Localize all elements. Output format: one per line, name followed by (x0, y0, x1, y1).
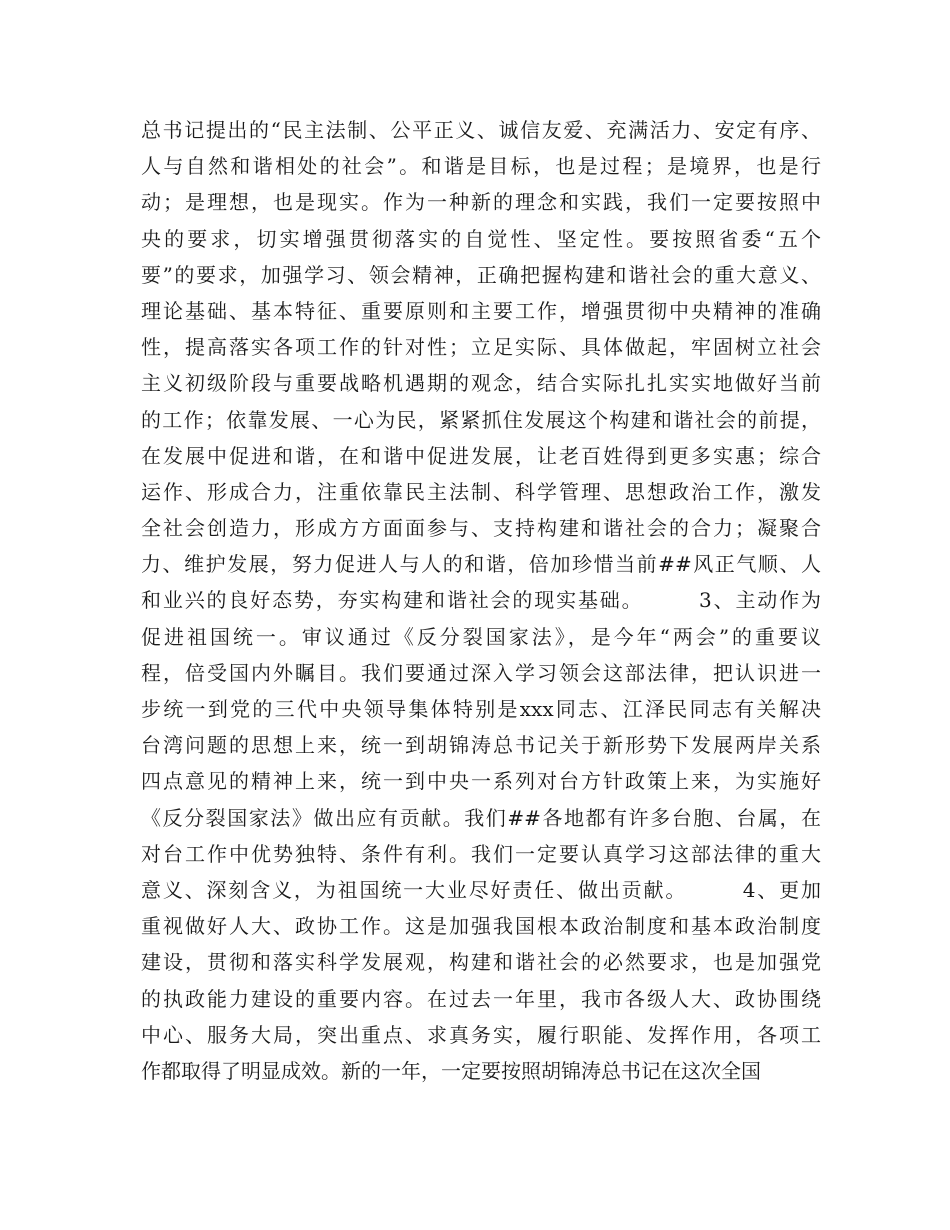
text-line: 四点意见的精神上来，统一到中央一系列对台方针政策上来，为实施好 (141, 769, 821, 794)
text-line: 性，提高落实各项工作的针对性；立足实际、具体做起，牢固树立社会 (141, 335, 821, 360)
text-line: 运作、形成合力，注重依靠民主法制、科学管理、思想政治工作，激发 (141, 479, 821, 504)
text-line: 的执政能力建设的重要内容。在过去一年里，我市各级人大、政协围绕 (141, 986, 821, 1011)
text-line: 全社会创造力，形成方方面面参与、支持构建和谐社会的合力；凝聚合 (141, 516, 821, 541)
text-line: 台湾问题的思想上来，统一到胡锦涛总书记关于新形势下发展两岸关系 (141, 733, 821, 758)
text-line: 重视做好人大、政协工作。这是加强我国根本政治制度和基本政治制度 (141, 914, 821, 939)
text-line: 建设，贯彻和落实科学发展观，构建和谐社会的必然要求，也是加强党 (141, 950, 821, 975)
text-line: 的工作；依靠发展、一心为民，紧紧抓住发展这个构建和谐社会的前提， (141, 407, 821, 432)
text-line: 央的要求，切实增强贯彻落实的自觉性、坚定性。要按照省委“五个 (141, 226, 821, 251)
text-line: 促进祖国统一。审议通过《反分裂国家法》，是今年“两会”的重要议 (141, 624, 821, 649)
text-line: 程，倍受国内外瞩目。我们要通过深入学习领会这部法律，把认识进一 (141, 660, 821, 685)
text-line: 《反分裂国家法》做出应有贡献。我们##各地都有许多台胞、台属，在 (141, 805, 821, 830)
text-line: 主义初级阶段与重要战略机遇期的观念，结合实际扎扎实实地做好当前 (141, 371, 821, 396)
text-line: 和业兴的良好态势，夯实构建和谐社会的现实基础。 3、主动作为 (141, 588, 821, 613)
text-line: 作都取得了明显成效。新的一年，一定要按照胡锦涛总书记在这次全国 (141, 1058, 761, 1083)
text-line: 中心、服务大局，突出重点、求真务实，履行职能、发挥作用，各项工 (141, 1022, 821, 1047)
text-line: 总书记提出的“民主法制、公平正义、诚信友爱、充满活力、安定有序、 (141, 118, 821, 142)
text-line: 理论基础、基本特征、重要原则和主要工作，增强贯彻中央精神的准确 (141, 298, 821, 323)
text-line: 力、维护发展，努力促进人与人的和谐，倍加珍惜当前##风正气顺、人 (141, 552, 821, 577)
text-line: 要”的要求，加强学习、领会精神，正确把握构建和谐社会的重大意义、 (141, 262, 821, 287)
text-line: 在发展中促进和谐，在和谐中促进发展，让老百姓得到更多实惠；综合 (141, 443, 821, 468)
text-line: 对台工作中优势独特、条件有利。我们一定要认真学习这部法律的重大 (141, 841, 821, 866)
text-line: 步统一到党的三代中央领导集体特别是xxx同志、江泽民同志有关解决 (141, 697, 821, 721)
text-line: 动；是理想，也是现实。作为一种新的理念和实践，我们一定要按照中 (141, 190, 821, 215)
body-text (141, 112, 821, 1089)
text-line: 人与自然和谐相处的社会”。和谐是目标，也是过程；是境界，也是行 (141, 154, 821, 179)
text-line: 意义、深刻含义，为祖国统一大业尽好责任、做出贡献。 4、更加 (141, 877, 821, 902)
